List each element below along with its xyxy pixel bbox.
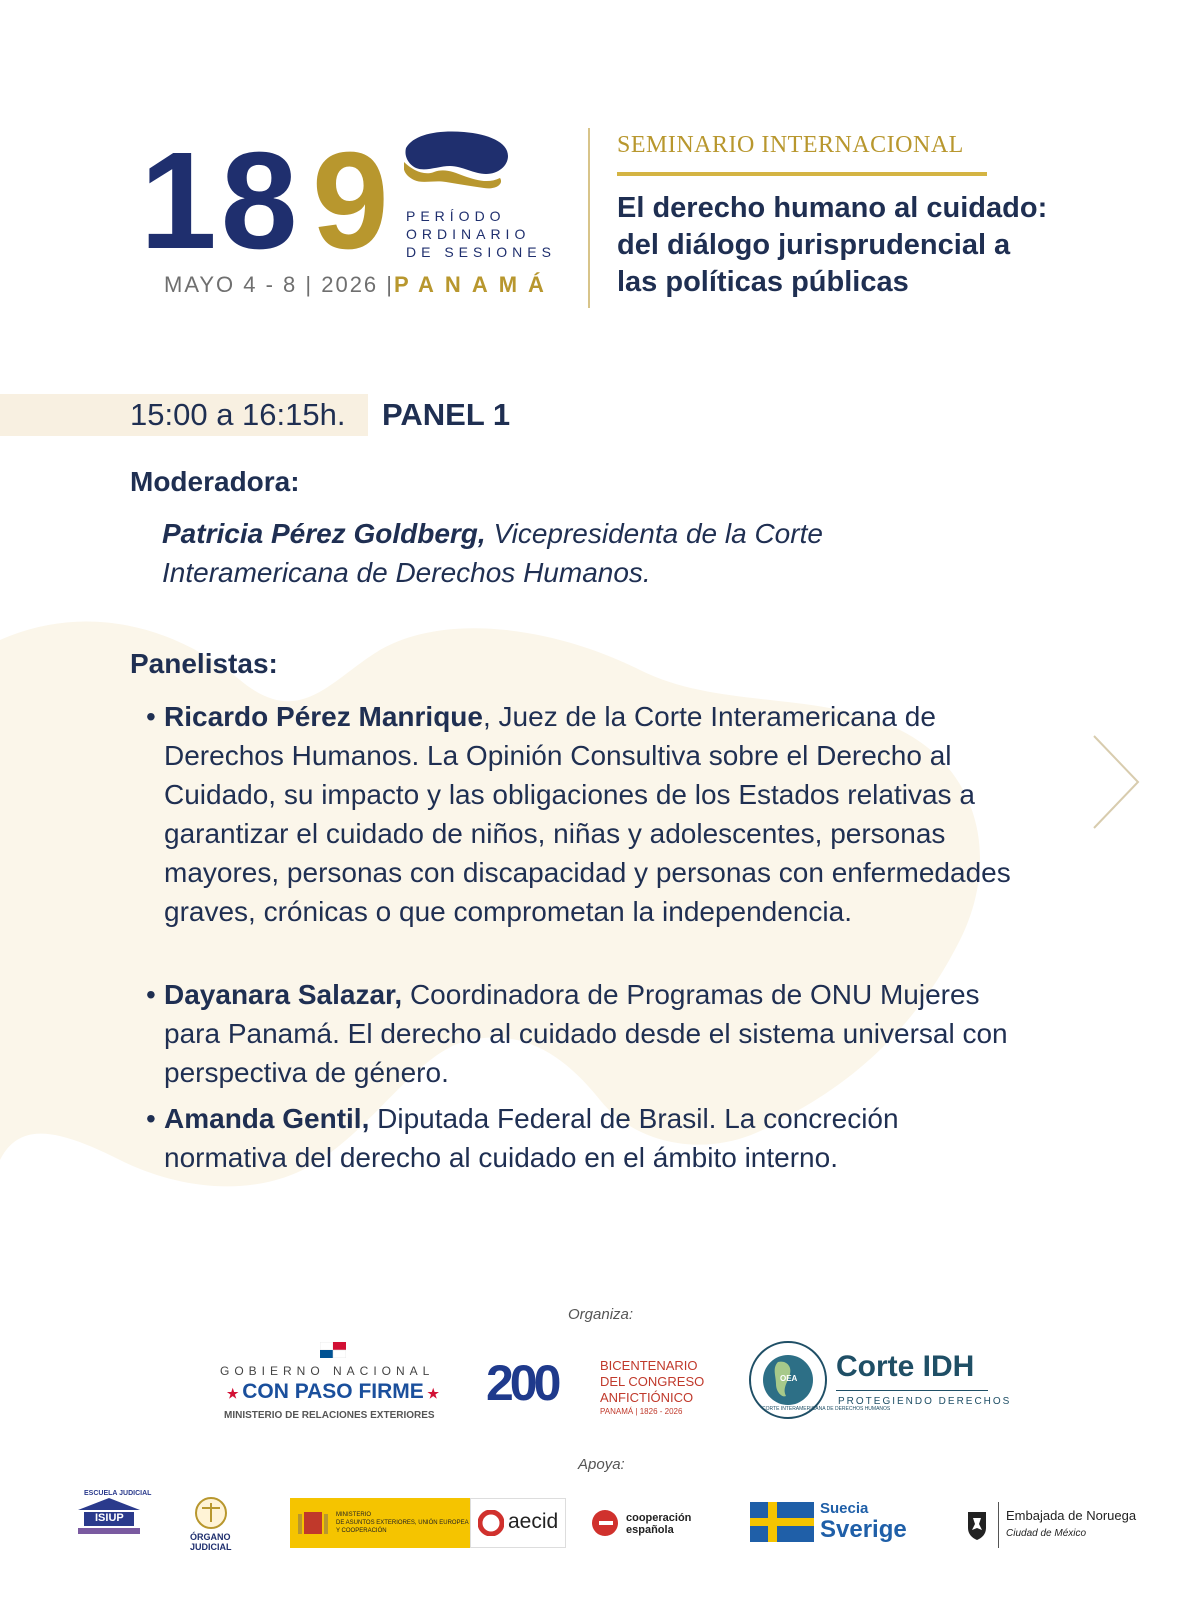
corte-divider xyxy=(836,1390,988,1391)
event-place: PANAMÁ xyxy=(394,272,555,297)
organiza-label: Organiza: xyxy=(568,1306,634,1323)
suecia-line-1: Suecia xyxy=(820,1500,869,1517)
ministerio-line-3: Y COOPERACIÓN xyxy=(336,1528,387,1534)
isiup-name: ISIUP xyxy=(95,1512,124,1524)
norway-lion-icon xyxy=(962,1508,992,1542)
panel-time: 15:00 a 16:15h. xyxy=(130,397,346,432)
bicentenario-line-3: ANFICTIÓNICO xyxy=(600,1390,694,1405)
periodo-line-3: DE SESIONES xyxy=(406,244,556,260)
panama-map-icon xyxy=(404,128,510,190)
periodo-line-2: ORDINARIO xyxy=(406,226,531,242)
isiup-top: ESCUELA JUDICIAL xyxy=(84,1490,152,1497)
corte-seal-text: CORTE INTERAMERICANA DE DERECHOS HUMANOS xyxy=(762,1406,891,1412)
corte-seal-center: OEA xyxy=(780,1374,798,1383)
star-icon: ★ xyxy=(423,1386,440,1401)
chevron-right-icon[interactable] xyxy=(1092,734,1142,830)
noruega-line-1: Embajada de Noruega xyxy=(1006,1508,1137,1523)
gobierno-line-1: GOBIERNO NACIONAL xyxy=(220,1364,435,1378)
bullet-1: • xyxy=(146,701,156,732)
suecia-line-2: Sverige xyxy=(820,1516,907,1543)
panelist-name-3: Amanda Gentil, xyxy=(164,1103,370,1134)
ministerio-line-1: MINISTERIO xyxy=(336,1512,372,1518)
gobierno-line-2 xyxy=(220,1380,446,1404)
noruega-divider xyxy=(998,1502,999,1548)
panelist-name-2: Dayanara Salazar, xyxy=(164,979,403,1010)
bullet-3: • xyxy=(146,1103,156,1134)
panelist-text-3: Diputada Federal de Brasil. La concreción normativa del derecho al cuidado en el ámbito interno. xyxy=(164,1103,899,1173)
panelist-item-1 xyxy=(164,697,1024,931)
bicentenario-line-1: BICENTENARIO xyxy=(600,1358,698,1373)
panelistas-heading: Panelistas: xyxy=(130,648,278,679)
bicentenario-line-4: PANAMÁ | 1826 - 2026 xyxy=(600,1407,683,1416)
seminar-underline xyxy=(617,172,987,176)
cooperacion-line-1: cooperación xyxy=(626,1512,692,1524)
aecid-icon xyxy=(478,1510,504,1536)
panelist-item-2 xyxy=(164,975,1024,1092)
bullet-2: • xyxy=(146,979,156,1010)
session-number-9: 9 xyxy=(312,124,393,278)
apoya-label: Apoya: xyxy=(578,1456,625,1473)
event-date-text: MAYO 4 - 8 | 2026 | xyxy=(164,272,394,297)
corte-tagline: PROTEGIENDO DERECHOS xyxy=(838,1396,1012,1407)
seminar-title xyxy=(617,190,1137,301)
moderadora-name: Patricia Pérez Goldberg, xyxy=(162,518,486,549)
panelist-item-3 xyxy=(164,1099,1024,1177)
aecid-text: aecid xyxy=(508,1510,559,1533)
title-line-1: El derecho humano al cuidado: xyxy=(617,192,1048,224)
panelist-text-2: Coordinadora de Programas de ONU Mujeres para Panamá. El derecho al cuidado desde el sistema universal con perspectiva de género. xyxy=(164,979,1008,1088)
periodo-line-1: PERÍODO xyxy=(406,208,506,224)
gobierno-line-3: MINISTERIO DE RELACIONES EXTERIORES xyxy=(224,1410,435,1421)
event-date xyxy=(164,272,555,298)
organo-line-1: ÓRGANO xyxy=(190,1532,231,1542)
moderadora-text xyxy=(162,514,982,592)
sweden-flag-icon xyxy=(750,1502,814,1542)
ministerio-line-2: DE ASUNTOS EXTERIORES, UNIÓN EUROPEA xyxy=(336,1520,469,1526)
panelist-text-1: , Juez de la Corte Interamericana de Derechos Humanos. La Opinión Consultiva sobre el Derecho al Cuidado, su impacto y las obligaciones de los Estados relativas a garantizar el cuidado de niños, niñas y adolescentes, personas mayores, personas con discapacidad y personas con enfermedades graves, crónicas o que comprometan la independencia. xyxy=(164,701,1011,927)
moderadora-heading: Moderadora: xyxy=(130,466,300,497)
title-line-3: las políticas públicas xyxy=(617,266,909,298)
organo-judicial-seal-icon xyxy=(194,1496,228,1530)
panama-flag-icon xyxy=(320,1342,346,1358)
spain-coat-of-arms-icon xyxy=(296,1506,330,1540)
cooperacion-icon xyxy=(590,1508,620,1538)
seminar-label: SEMINARIO INTERNACIONAL xyxy=(617,132,964,158)
gobierno-line-2-text: CON PASO FIRME xyxy=(242,1380,424,1403)
noruega-line-2: Ciudad de México xyxy=(1006,1528,1087,1539)
moderadora-role-2: Interamericana de Derechos Humanos. xyxy=(162,557,651,588)
moderadora-role-1: Vicepresidenta de la Corte xyxy=(485,518,823,549)
organo-line-2: JUDICIAL xyxy=(190,1542,232,1552)
bicentenario-line-2: DEL CONGRESO xyxy=(600,1374,705,1389)
star-icon: ★ xyxy=(226,1386,243,1401)
panel-title: PANEL 1 xyxy=(382,397,511,432)
title-line-2: del diálogo jurisprudencial a xyxy=(617,229,1011,261)
panelist-name-1: Ricardo Pérez Manrique xyxy=(164,701,483,732)
corte-idh-name: Corte IDH xyxy=(836,1350,975,1383)
cooperacion-line-2: española xyxy=(626,1524,674,1536)
session-number-18: 18 xyxy=(140,124,302,278)
header-divider xyxy=(588,128,590,308)
bicentenario-number: 200 xyxy=(486,1355,558,1411)
